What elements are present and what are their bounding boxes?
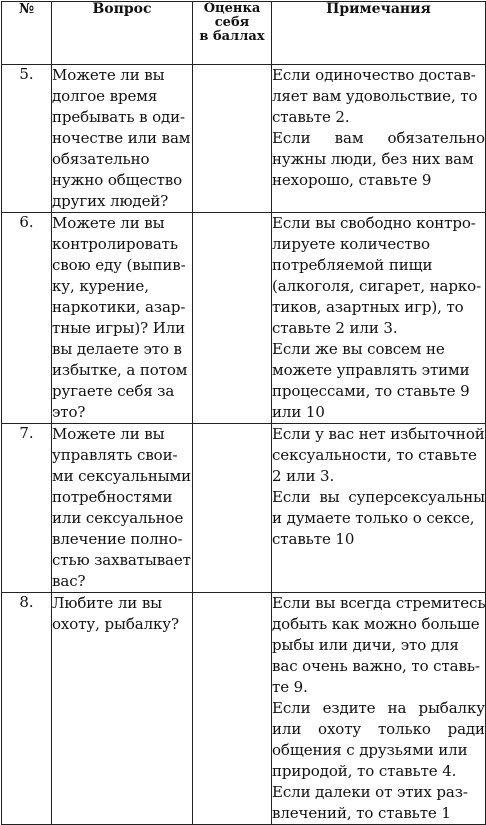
notes-line: общения с друзьями или	[272, 741, 468, 759]
questionnaire-table	[1, 1, 486, 825]
question-line: стью захватывает	[52, 551, 191, 569]
table-row	[2, 65, 486, 213]
row-number: 5.	[2, 65, 52, 213]
notes-line: ляет вам удовольствие, то	[272, 87, 478, 105]
question-line: Можете ли вы	[52, 425, 165, 443]
score-cell[interactable]	[193, 593, 272, 825]
notes-line: 2 или 3.	[272, 467, 335, 485]
notes-line: или охоту только ради	[272, 720, 485, 738]
notes-line: вас очень важно, то ставь-	[272, 657, 480, 675]
notes-line: Если вы суперсексуальны	[272, 488, 485, 506]
question-line: вас?	[52, 572, 86, 590]
question-cell	[52, 593, 193, 825]
question-line: долгое время	[52, 87, 158, 105]
notes-line: Если же вы совсем не	[272, 340, 445, 358]
notes-line: можете управлять этими	[272, 361, 470, 379]
question-line: ночестве или вам	[52, 129, 191, 147]
question-line: тные игры)? Или	[52, 319, 186, 337]
question-line: пребывать в оди-	[52, 108, 186, 126]
notes-line: влечений, то ставьте 1	[272, 804, 451, 822]
score-cell[interactable]	[193, 65, 272, 213]
notes-line: Если далеки от этих раз-	[272, 783, 468, 801]
notes-line: те 9.	[272, 678, 308, 696]
notes-line: (алкоголя, сигарет, нарко-	[272, 277, 482, 295]
question-cell	[52, 424, 193, 593]
row-number: 6.	[2, 213, 52, 424]
notes-line: добыть как можно больше	[272, 615, 480, 633]
header-score	[193, 2, 272, 65]
score-cell[interactable]	[193, 213, 272, 424]
notes-line: лируете количество	[272, 235, 430, 253]
row-number: 8.	[2, 593, 52, 825]
question-line: потребностями	[52, 488, 173, 506]
notes-cell	[272, 213, 486, 424]
notes-line: ставьте 2 или 3.	[272, 319, 398, 337]
question-line: охоту, рыбалку?	[52, 615, 179, 633]
question-line: наркотики, азар-	[52, 298, 186, 316]
question-line: ми сексуальными	[52, 467, 192, 485]
question-line: избытке, а потом	[52, 361, 188, 379]
notes-line: Если вам обязательно	[272, 129, 485, 147]
header-question: Вопрос	[52, 2, 193, 65]
header-number: №	[2, 2, 52, 65]
notes-line: Если у вас нет избыточной	[272, 425, 485, 443]
header-notes: Примечания	[272, 2, 486, 65]
notes-line: потребляемой пищи	[272, 256, 433, 274]
question-line: свою еду (выпив-	[52, 256, 186, 274]
notes-line: нехорошо, ставьте 9	[272, 171, 432, 189]
table-row	[2, 593, 486, 825]
table-header-row	[2, 2, 486, 65]
score-cell[interactable]	[193, 424, 272, 593]
notes-line: и думаете только о сексе,	[272, 509, 475, 527]
question-line: нужно общество	[52, 171, 183, 189]
notes-cell	[272, 593, 486, 825]
notes-line: Если вы всегда стремитесь	[272, 594, 486, 612]
table-row	[2, 213, 486, 424]
notes-line: Если вы свободно контро-	[272, 214, 476, 232]
header-score-line: в баллах	[199, 29, 265, 44]
notes-cell	[272, 65, 486, 213]
question-line: ку, курение,	[52, 277, 149, 295]
question-line: вы делаете это в	[52, 340, 182, 358]
question-cell	[52, 65, 193, 213]
question-line: это?	[52, 403, 86, 421]
question-line: обязательно	[52, 150, 150, 168]
question-line: ругаете себя за	[52, 382, 175, 400]
table-row	[2, 424, 486, 593]
question-line: управлять свои-	[52, 446, 178, 464]
notes-line: рыбы или дичи, это для	[272, 636, 459, 654]
notes-line: ставьте 2.	[272, 108, 350, 126]
question-line: контролировать	[52, 235, 178, 253]
question-line: Можете ли вы	[52, 214, 165, 232]
notes-cell	[272, 424, 486, 593]
notes-line: природой, то ставьте 4.	[272, 762, 457, 780]
notes-line: или 10	[272, 403, 325, 421]
question-line: Можете ли вы	[52, 66, 165, 84]
notes-line: ставьте 10	[272, 530, 355, 548]
header-score-line: Оценка	[203, 1, 261, 16]
question-line: или сексуальное	[52, 509, 184, 527]
notes-line: Если ездите на рыбалку	[272, 699, 485, 717]
notes-line: Если одиночество достав-	[272, 66, 476, 84]
notes-line: сексуальности, то ставьте	[272, 446, 477, 464]
question-line: влечение полно-	[52, 530, 183, 548]
question-line: Любите ли вы	[52, 594, 163, 612]
header-score-line: себя	[214, 15, 250, 30]
notes-line: тиков, азартных игр), то	[272, 298, 464, 316]
notes-line: нужны люди, без них вам	[272, 150, 474, 168]
question-cell	[52, 213, 193, 424]
notes-line: процессами, то ставьте 9	[272, 382, 470, 400]
row-number: 7.	[2, 424, 52, 593]
question-line: других людей?	[52, 192, 169, 210]
